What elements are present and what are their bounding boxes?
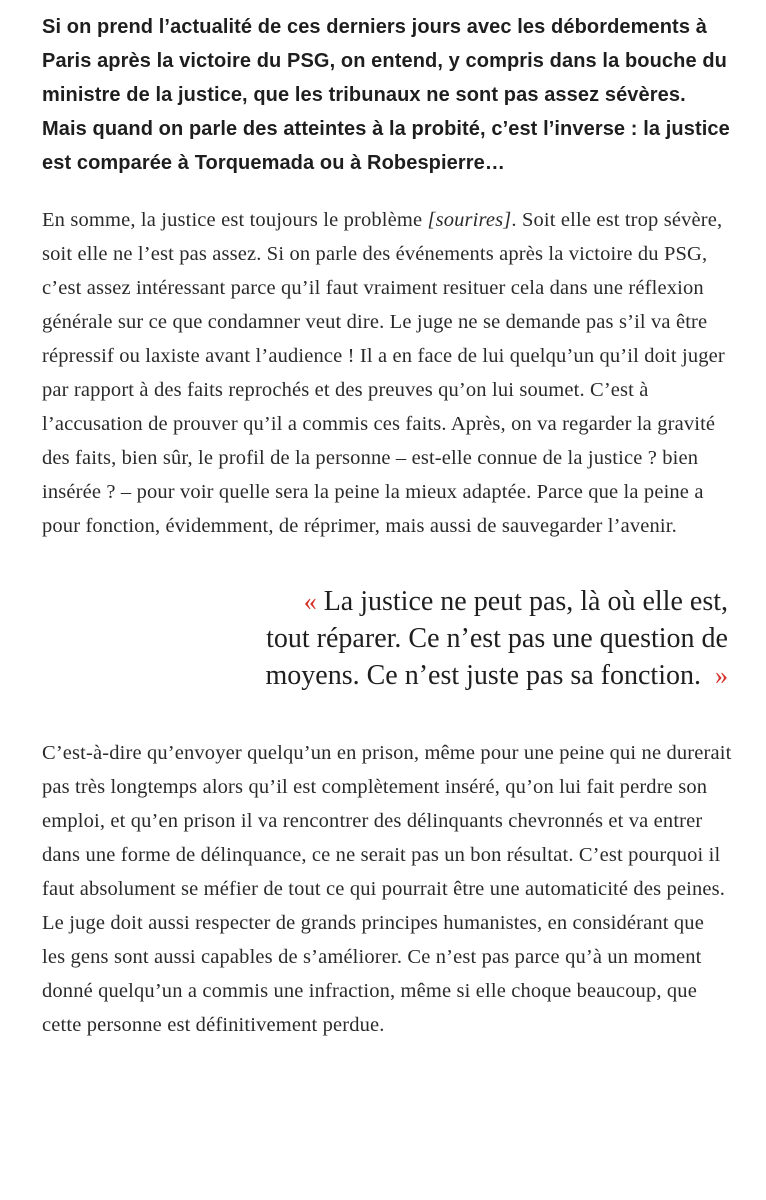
close-quote-mark: »: [715, 661, 728, 690]
answer-text-start: En somme, la justice est toujours le problème: [42, 209, 428, 231]
open-quote-mark: «: [303, 587, 317, 616]
interview-question: Si on prend l’actualité de ces derniers jours avec les débordements à Paris après la victoire du PSG, on entend, y compris dans la bouche du ministre de la justice, que les tribunaux ne sont pas assez sévères. Mais quand on parle des atteintes à la probité, c’est l’inverse : la justice est comparée à Torquemada ou à Robespierre…: [42, 16, 730, 174]
answer-paragraph-2: C’est-à-dire qu’envoyer quelqu’un en prison, même pour une peine qui ne durerait pas très longtemps alors qu’il est complètement inséré, qu’on lui fait perdre son emploi, et qu’en prison il va rencontrer des délinquants chevronnés et va entrer dans une forme de délinquance, ce ne serait pas un bon résultat. C’est pourquoi il faut absolument se méfier de tout ce qui pourrait être une automaticité des peines. Le juge doit aussi respecter de grands principes humanistes, en considérant que les gens sont aussi capables de s’améliorer. Ce n’est pas parce qu’à un moment donné quelqu’un a commis une infraction, même si elle choque beaucoup, que cette personne est définitivement perdue.: [42, 742, 732, 1036]
pull-quote-line-3: moyens. Ce n’est juste pas sa fonction.: [265, 660, 701, 691]
answer-text-rest: . Soit elle est trop sévère, soit elle ne l’est pas assez. Si on parle des événements après la victoire du PSG, c’est assez intéressant parce qu’il faut vraiment resituer cela dans une réflexion générale sur ce que condamner veut dire. Le juge ne se demande pas s’il va être répressif ou laxiste avant l’audience ! Il a en face de lui quelqu’un qu’il doit juger par rapport à des faits reprochés et des preuves qu’on lui soumet. C’est à l’accusation de prouver qu’il a commis ces faits. Après, on va regarder la gravité des faits, bien sûr, le profil de la personne – est-elle connue de la justice ? bien insérée ? – pour voir quelle sera la peine la mieux adaptée. Parce que la peine a pour fonction, évidemment, de réprimer, mais aussi de sauvegarder l’avenir.: [42, 209, 725, 537]
answer-paragraph-1: [42, 203, 732, 543]
pull-quote: [42, 583, 732, 694]
pull-quote-line-2: tout réparer. Ce n’est pas une question de: [266, 623, 728, 654]
article-body: [42, 10, 732, 1042]
stage-direction: [sourires]: [427, 209, 512, 231]
pull-quote-line-1: La justice ne peut pas, là où elle est,: [323, 586, 728, 617]
